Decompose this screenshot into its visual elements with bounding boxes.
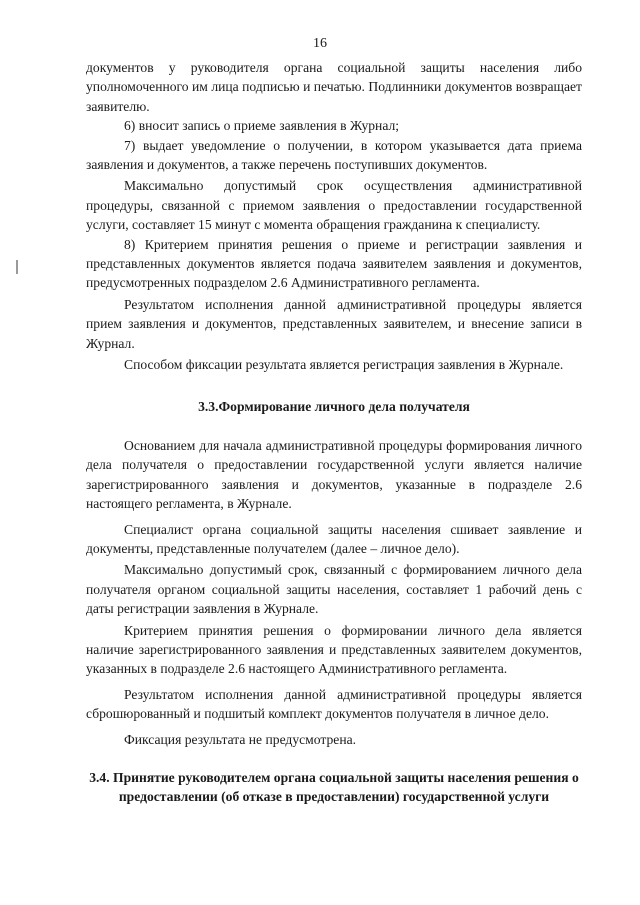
margin-mark (16, 260, 18, 274)
section-heading-3-3: 3.3.Формирование личного дела получателя (198, 398, 470, 414)
paragraph: Результатом исполнения данной административной процедуры является сброшюрованный и подшитый комплект документов получателя в личное дело. (86, 686, 582, 722)
paragraph: Специалист органа социальной защиты населения сшивает заявление и документы, представленные получателем (далее – личное дело). (86, 521, 582, 556)
paragraph: Максимально допустимый срок осуществления административной процедуры, связанной с приемом заявления о предоставлении государственной услуги, составляет 15 минут с момента обращения гражданина к специалисту. (86, 178, 582, 233)
paragraph: Критерием принятия решения о формировании личного дела является наличие зарегистрированного заявления и представленных заявителем документов, указанных в подразделе 2.6 настоящего Административного регламента. (86, 622, 582, 677)
list-item-7: 7) выдает уведомление о получении, в котором указывается дата приема заявления и документов, а также перечень поступивших документов. (86, 137, 582, 173)
list-item-8: 8) Критерием принятия решения о приеме и регистрации заявления и представленных документов является подача заявителем заявления и документов, предусмотренных подразделом 2.6 Административного регламента. (86, 236, 582, 291)
section-heading-3-4: 3.4. Принятие руководителем органа социальной защиты населения решения о предоставлении (об отказе в предоставлении) государственной услуги (89, 770, 579, 804)
list-item-6: 6) вносит запись о приеме заявления в Журнал; (124, 118, 400, 134)
paragraph: Основанием для начала административной процедуры формирования личного дела получателя о предоставлении государственной услуги является наличие зарегистрированного заявления и документов, указанные в подразделе 2.6 настоящего регламента, в Журнале. (86, 437, 582, 512)
paragraph: Максимально допустимый срок, связанный с формированием личного дела получателя органом социальной защиты населения, составляет 1 рабочий день с даты регистрации заявления в Журнале. (86, 562, 582, 617)
page-number: 16 (313, 36, 327, 51)
paragraph: документов у руководителя органа социальной защиты населения либо уполномоченного им лица подписью и печатью. Подлинники документов возвращает заявителю. (86, 60, 582, 114)
document-body (86, 58, 582, 806)
paragraph: Способом фиксации результата является регистрация заявления в Журнале. (124, 357, 564, 373)
paragraph: Фиксация результата не предусмотрена. (124, 731, 357, 747)
paragraph: Результатом исполнения данной административной процедуры является прием заявления и документов, представленных заявителем, и внесение записи в Журнал. (86, 296, 582, 351)
